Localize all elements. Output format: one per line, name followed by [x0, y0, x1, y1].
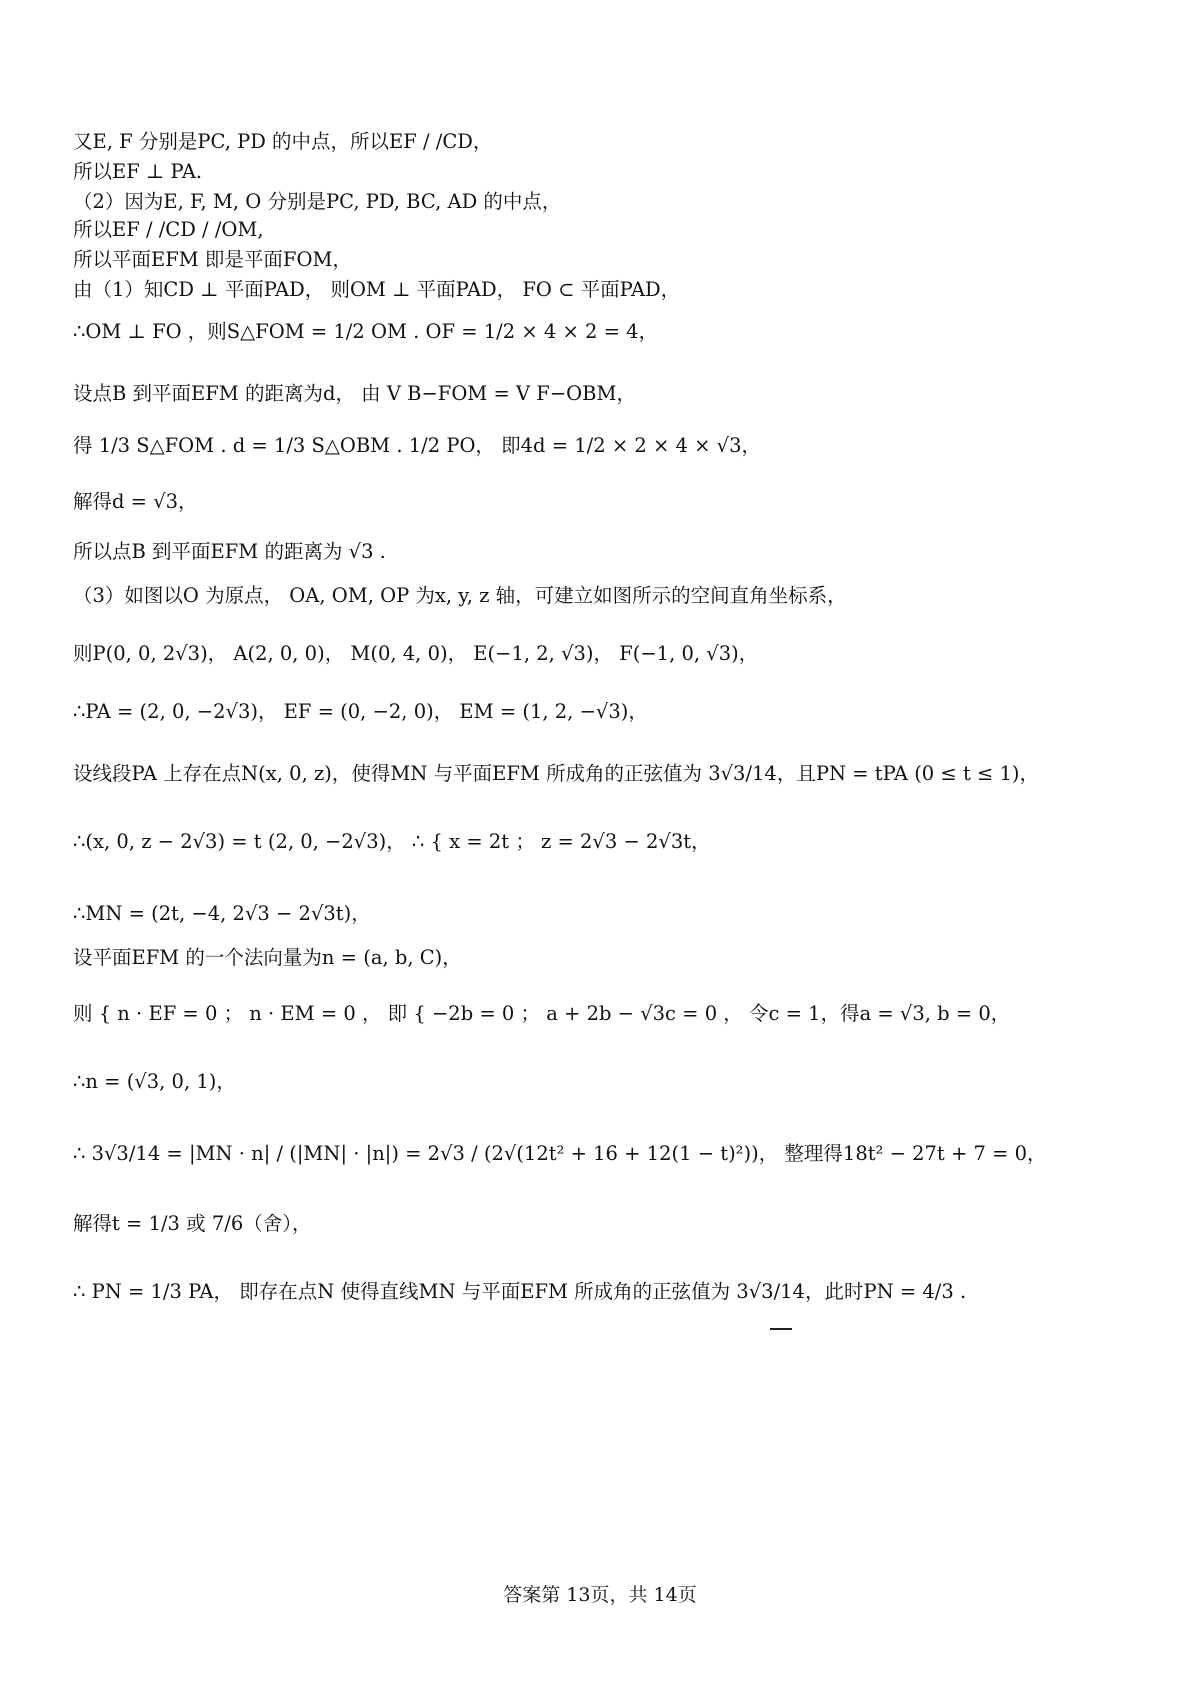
text-line-17: ∴MN = (2t, −4, 2√3 − 2√3t)，: [73, 902, 371, 925]
text-line-4: 所以EF / /CD / /OM,: [73, 218, 264, 241]
text-line-15: 设线段PA 上存在点N(x, 0, z)，使得MN 与平面EFM 所成角的正弦值为 3√3/14，且PN = tPA (0 ≤ t ≤ 1)，: [73, 762, 1040, 785]
text-line-14: ∴PA = (2, 0, −2√3)， EF = (0, −2, 0)， EM = (1, 2, −√3)，: [73, 700, 648, 723]
text-line-5: 所以平面EFM 即是平面FOM，: [73, 248, 352, 271]
text-line-19: 则 { n · EF = 0 ； n · EM = 0 ， 即 { −2b = 0 ； a + 2b − √3c = 0 ， 令c = 1，得a = √3, b = 0，: [73, 1002, 1011, 1025]
text-line-2: 所以EF ⊥ PA.: [73, 160, 203, 183]
text-line-20: ∴n = (√3, 0, 1)，: [73, 1070, 236, 1093]
text-line-8: 设点B 到平面EFM 的距离为d， 由 V B−FOM = V F−OBM，: [73, 382, 636, 405]
text-line-13: 则P(0, 0, 2√3)， A(2, 0, 0)， M(0, 4, 0)， E(−1, 2, √3)， F(−1, 0, √3)，: [73, 642, 759, 665]
text-line-3: （2）因为E, F, M, O 分别是PC, PD, BC, AD 的中点，: [73, 190, 562, 213]
text-line-22: 解得t = 1/3 或 7/6（舍），: [73, 1212, 312, 1235]
text-line-9: 得 1/3 S△FOM . d = 1/3 S△OBM . 1/2 PO， 即4d = 1/2 × 2 × 4 × √3，: [73, 434, 761, 457]
text-line-1: 又E, F 分别是PC, PD 的中点，所以EF / /CD，: [73, 130, 493, 153]
text-line-12: （3）如图以O 为原点， OA, OM, OP 为x, y, z 轴，可建立如图所示的空间直角坐标系，: [73, 584, 847, 607]
text-line-16: ∴(x, 0, z − 2√3) = t (2, 0, −2√3)， ∴ { x = 2t ； z = 2√3 − 2√3t，: [73, 830, 711, 853]
text-line-6: 由（1）知CD ⊥ 平面PAD， 则OM ⊥ 平面PAD， FO ⊂ 平面PAD，: [73, 278, 681, 301]
text-line-23: ∴ PN = 1/3 PA， 即存在点N 使得直线MN 与平面EFM 所成角的正弦值为 3√3/14，此时PN = 4/3 .: [73, 1280, 967, 1303]
text-line-18: 设平面EFM 的一个法向量为n = (a, b, C)，: [73, 946, 462, 969]
text-line-11: 所以点B 到平面EFM 的距离为 √3 .: [73, 540, 386, 563]
decorative-dash: [770, 1328, 792, 1330]
text-line-7: ∴OM ⊥ FO ，则S△FOM = 1/2 OM . OF = 1/2 × 4 × 2 = 4，: [73, 320, 659, 343]
page-footer: 答案第 13页，共 14页: [503, 1584, 697, 1606]
text-line-10: 解得d = √3，: [73, 490, 198, 513]
text-line-21: ∴ 3√3/14 = |MN · n| / (|MN| · |n|) = 2√3 / (2√(12t² + 16 + 12(1 − t)²))， 整理得18t² − 27t + 7 = 0，: [73, 1142, 1047, 1165]
